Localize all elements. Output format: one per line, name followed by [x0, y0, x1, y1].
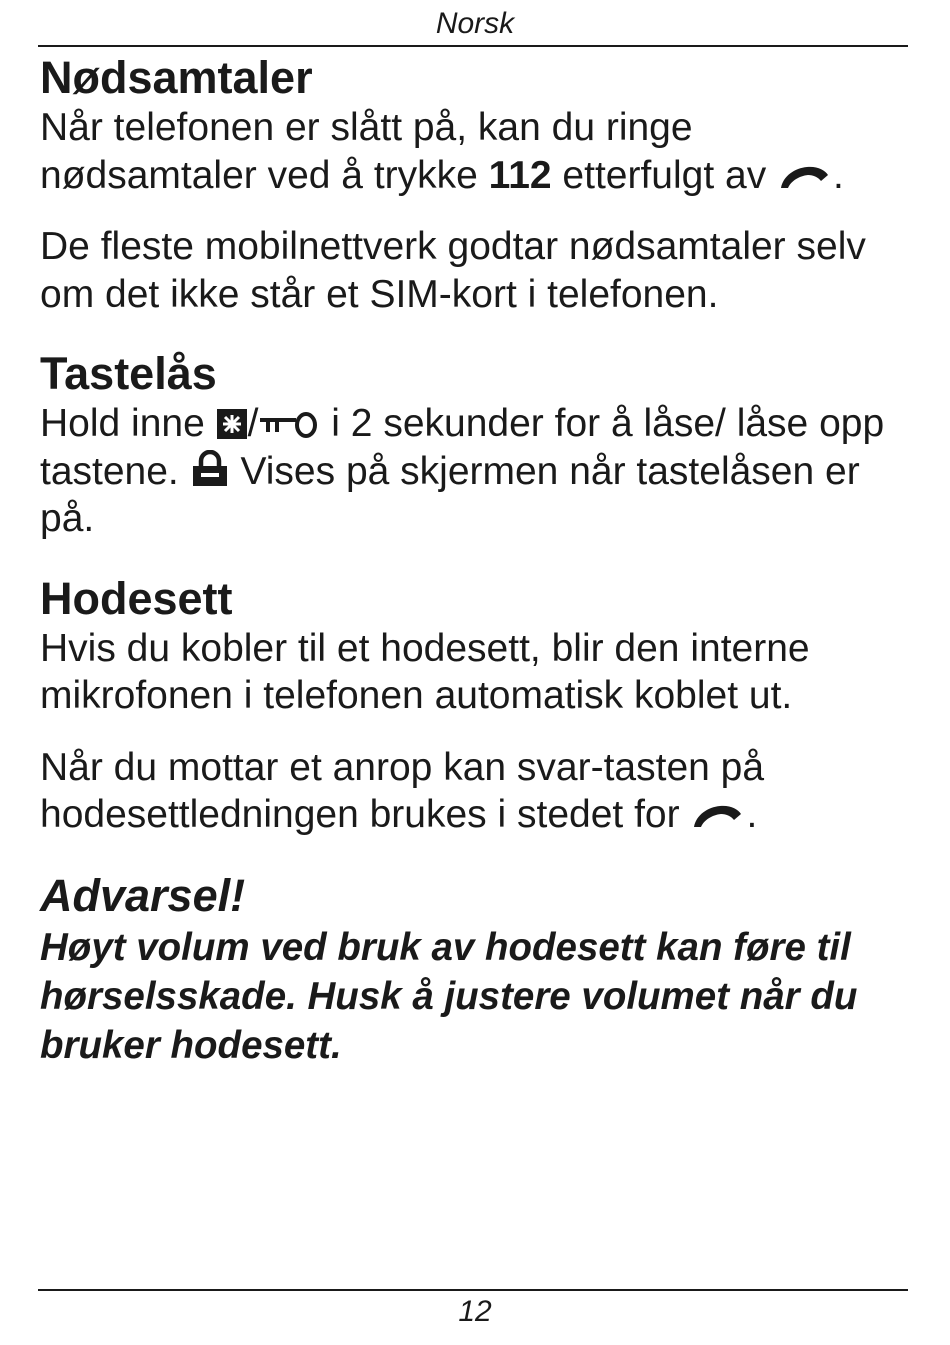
headset-text-end: . — [746, 793, 758, 836]
emergency-text-b: etterfulgt av — [551, 153, 778, 197]
keylock-paragraph — [40, 400, 920, 543]
lock-icon — [190, 450, 230, 488]
header-divider — [38, 45, 908, 47]
keylock-text-a: Hold inne — [40, 402, 216, 445]
keylock-text-b: i 2 sekunder for å låse/ låse opp tastene. — [40, 402, 885, 493]
footer-divider — [38, 1289, 908, 1291]
key-icon — [258, 410, 320, 440]
section-title-headset: Hodesett — [40, 572, 233, 624]
emergency-number: 112 — [488, 153, 552, 197]
headset-text: Når du mottar et anrop kan svar-tasten på hodesettledningen brukes i stedet for — [40, 745, 765, 836]
keylock-text-c: Vises på skjermen når tastelåsen er på. — [40, 449, 860, 540]
call-key-icon — [690, 801, 746, 831]
page-content — [40, 52, 920, 1070]
emergency-paragraph-1 — [40, 104, 920, 199]
emergency-paragraph-2: De fleste mobilnettverk godtar nødsamtaler selv om det ikke står et SIM-kort i telefonen. — [40, 225, 866, 316]
section-title-keylock: Tastelås — [40, 348, 217, 399]
page-number: 12 — [458, 1295, 492, 1328]
emergency-text-end: . — [833, 153, 844, 197]
headset-paragraph-1: Hvis du kobler til et hodesett, blir den interne mikrofonen i telefonen automatisk koblet ut. — [40, 626, 810, 717]
keylock-slash: / — [247, 402, 259, 445]
headset-paragraph-2 — [40, 744, 920, 839]
running-header-language: Norsk — [435, 7, 515, 40]
call-key-icon — [777, 162, 833, 192]
section-title-emergency: Nødsamtaler — [40, 52, 313, 103]
warning-paragraph: Høyt volum ved bruk av hodesett kan føre til hørselsskade. Husk å justere volumet når du bruker hodesett. — [40, 925, 858, 1067]
section-title-warning: Advarsel! — [40, 869, 246, 921]
emergency-text-a: Når telefonen er slått på, kan du ringe nødsamtaler ved å trykke — [40, 106, 693, 197]
star-key-icon — [216, 408, 248, 440]
